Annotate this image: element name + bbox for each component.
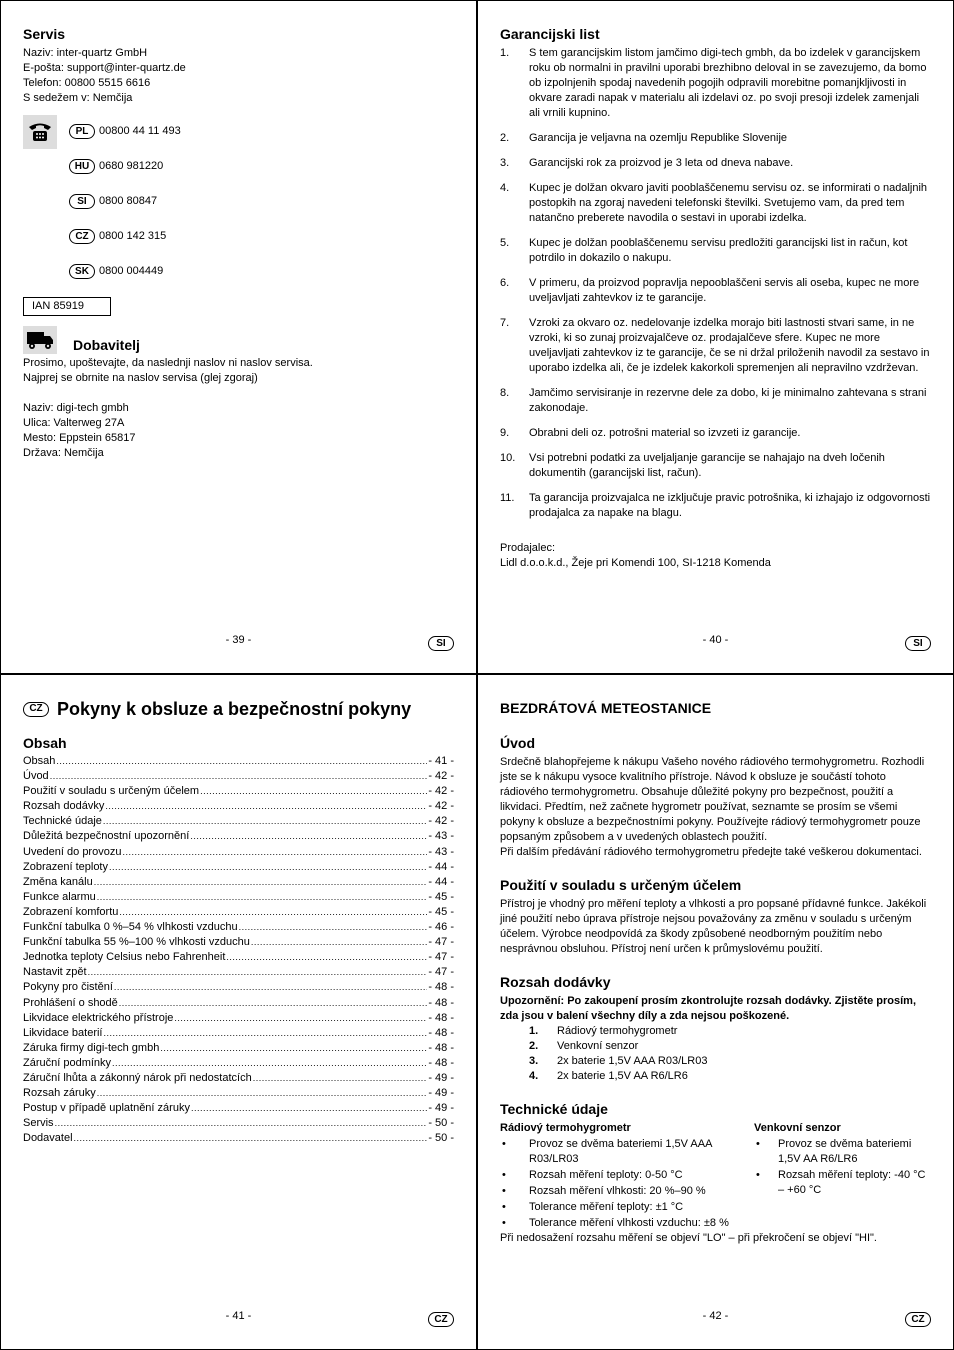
- toc-leader-dots: [253, 1071, 428, 1086]
- toc-row[interactable]: [23, 965, 454, 980]
- phone-number: 0800 004449: [99, 265, 164, 277]
- servis-line: S sedežem v: Nemčija: [23, 92, 133, 104]
- toc-leader-dots: [200, 784, 427, 799]
- product-title: BEZDRÁTOVÁ METEOSTANICE: [500, 700, 712, 716]
- warranty-item: 2. Garancija je veljavna na ozemlju Republike Slovenije: [500, 132, 788, 144]
- toc-row[interactable]: [23, 814, 454, 829]
- intro-text-2: Při dalším předávání rádiového termohygrometru předejte také veškerou dokumentaci.: [500, 846, 922, 858]
- toc-entry-title: Rozsah dodávky: [23, 800, 105, 813]
- page-41: [0, 674, 477, 1350]
- scope-warning: Upozornění: Po zakoupení prosím zkontrolujte rozsah dodávky. Zjistěte prosím, zda jsou v balení všechny díly a zda nejsou poškozené.: [500, 995, 917, 1022]
- warranty-item: 8. Jamčimo servisiranje in rezervne dele za dobo, ki je minimalno zahtevana s strani zakonodaje.: [500, 387, 927, 414]
- servis-line: Naziv: inter-quartz GmbH: [23, 47, 148, 59]
- supplier-heading: Dobavitelj: [73, 337, 140, 353]
- toc-entry-page: - 49 -: [428, 1102, 454, 1115]
- toc-leader-dots: [109, 860, 427, 875]
- page-number: - 40 -: [702, 634, 729, 646]
- supplier-line: Država: Nemčija: [23, 447, 104, 459]
- toc-row[interactable]: [23, 996, 454, 1011]
- toc-entry-title: Pokyny pro čistění: [23, 981, 113, 994]
- toc-entry-page: - 49 -: [428, 1071, 454, 1084]
- toc-entry-page: - 48 -: [428, 1041, 454, 1054]
- toc-row[interactable]: [23, 799, 454, 814]
- toc-leader-dots: [94, 875, 428, 890]
- toc-row[interactable]: [23, 875, 454, 890]
- toc-leader-dots: [239, 920, 428, 935]
- phone-number: 0680 981220: [99, 160, 164, 172]
- scope-item: 4. 2x baterie 1,5V AA R6/LR6: [529, 1070, 688, 1082]
- toc-entry-title: Obsah: [23, 755, 56, 767]
- intro-text: Srdečně blahopřejeme k nákupu Vašeho nového rádiového termohygrometru. Rozhodli jste se k nákupu vysoce kvalitního přístroje. Návod k obsluze je součástí tohoto rádiového termohygrometru. Obsahuje důležité pokyny pro bezpečnost, použití a likvidaci. Předtím, než začnete hygrometr používat, seznamte se prosím se všemi pokyny k obsluze a bezpečnostními pokyny. Používejte rádiový termohygrometr pouze popsaným způsobem a v uvedených oblastech použití.: [500, 756, 925, 843]
- toc-entry-page: - 49 -: [428, 1087, 454, 1100]
- toc-entry-title: Likvidace elektrického přístroje: [23, 1011, 174, 1024]
- toc-leader-dots: [88, 965, 428, 980]
- toc-row[interactable]: [23, 920, 454, 935]
- toc-entry-title: Záruční lhůta a zákonný nárok při nedostatcích: [23, 1071, 252, 1084]
- page-42: [477, 674, 954, 1350]
- toc-entry-page: - 45 -: [428, 890, 454, 903]
- toc-row[interactable]: [23, 980, 454, 995]
- language-badge: SI: [428, 636, 454, 651]
- toc-entry-page: - 45 -: [428, 905, 454, 918]
- language-badge: CZ: [905, 1312, 931, 1327]
- warranty-item: 1. S tem garancijskim listom jamčimo digi-tech gmbh, da bo izdelek v garancijskem roku ob normalni in pravilni uporabi brezhibno deloval in se zavezujemo, da bomo ob izpolnjenih spodaj navedenih pogojih odpravili morebitne pomanjkljivosti in okvare zaradi napak v materialu ali izdelavi oz. po svoji presoji izdelek zamenjali ali vrnili kupnino.: [500, 47, 927, 119]
- toc-entry-title: Použití v souladu s určeným účelem: [23, 785, 200, 798]
- toc-entry-title: Prohlášení o shodě: [23, 996, 118, 1009]
- toc-entry-title: Záruka firmy digi-tech gmbh: [23, 1041, 160, 1054]
- warranty-item: 9. Obrabni deli oz. potrošni material so izvzeti iz garancije.: [500, 427, 801, 439]
- tech-spec-item: • Rozsah měření teploty: -40 °C – +60 °C: [756, 1169, 926, 1196]
- toc-leader-dots: [56, 754, 427, 769]
- toc-entry-title: Úvod: [23, 770, 49, 783]
- toc-entry-title: Zobrazení komfortu: [23, 905, 119, 918]
- toc-entry-title: Funkční tabulka 55 %–100 % vlhkosti vzduchu: [23, 936, 250, 949]
- tech-spec-item: • Rozsah měření teploty: 0-50 °C: [502, 1169, 683, 1181]
- telephone-icon: [23, 115, 57, 149]
- warranty-list: [500, 46, 931, 521]
- toc-leader-dots: [119, 905, 427, 920]
- warranty-item: 3. Garancijski rok za proizvod je 3 leta od dneva nabave.: [500, 157, 794, 169]
- supplier-note: Prosimo, upoštevajte, da naslednji naslov ni naslov servisa.: [23, 357, 313, 369]
- phone-number: 00800 44 11 493: [99, 125, 181, 137]
- toc-leader-dots: [105, 799, 427, 814]
- toc-entry-page: - 47 -: [428, 966, 454, 979]
- toc-entry-page: - 42 -: [428, 785, 454, 798]
- language-badge: CZ: [23, 702, 49, 717]
- tech-sensor-heading: Venkovní senzor: [754, 1122, 841, 1134]
- toc-entry-title: Změna kanálu: [23, 875, 93, 888]
- seller-label: Prodajalec:: [500, 542, 556, 554]
- toc-entry-page: - 46 -: [428, 921, 454, 934]
- toc-entry-page: - 47 -: [428, 951, 454, 964]
- phone-row: [23, 149, 454, 184]
- tech-col-sensor: [754, 1121, 931, 1231]
- toc-entry-page: - 48 -: [428, 981, 454, 994]
- scope-item: 3. 2x baterie 1,5V AAA R03/LR03: [529, 1055, 708, 1067]
- toc-row[interactable]: [23, 1071, 454, 1086]
- ian-code: IAN 85919: [23, 297, 111, 316]
- toc-leader-dots: [97, 890, 428, 905]
- toc-row[interactable]: [23, 935, 454, 950]
- toc-leader-dots: [97, 1086, 428, 1101]
- toc-entry-title: Funkční tabulka 0 %–54 % vlhkosti vzduchu: [23, 921, 238, 934]
- toc-row[interactable]: [23, 905, 454, 920]
- toc-row[interactable]: [23, 769, 454, 784]
- toc-entry-page: - 41 -: [428, 755, 454, 767]
- phone-row: [23, 219, 454, 254]
- supplier-note: Najprej se obrnite na naslov servisa (glej zgoraj): [23, 372, 258, 384]
- toc-entry-page: - 50 -: [428, 1117, 454, 1130]
- toc-entry-title: Důležitá bezpečnostní upozornění: [23, 830, 190, 843]
- scope-item: 2. Venkovní senzor: [529, 1040, 639, 1052]
- toc-entry-title: Servis: [23, 1117, 54, 1130]
- page-40: [477, 0, 954, 674]
- toc-leader-dots: [174, 1011, 427, 1026]
- country-badge: SI: [69, 194, 95, 209]
- supplier-line: Mesto: Eppstein 65817: [23, 432, 136, 444]
- toc-entry-page: - 48 -: [428, 1011, 454, 1024]
- supplier-line: Ulica: Valterweg 27A: [23, 417, 125, 429]
- toc-entry-page: - 50 -: [428, 1132, 454, 1145]
- servis-line: E-pošta: support@inter-quartz.de: [23, 62, 186, 74]
- supplier-header: [23, 326, 454, 354]
- toc-entry-page: - 48 -: [428, 996, 454, 1009]
- toc-entry-title: Nastavit zpět: [23, 966, 87, 979]
- toc-leader-dots: [122, 845, 427, 860]
- toc-entry-title: Uvedení do provozu: [23, 845, 122, 858]
- warranty-item: 6. V primeru, da proizvod popravlja nepooblaščeni servis ali oseba, kupec ne more uveljavljati zahtevkov iz te garancije.: [500, 277, 920, 304]
- toc-entry-page: - 42 -: [428, 815, 454, 828]
- phone-row: [23, 184, 454, 219]
- toc-entry-title: Dodavatel: [23, 1132, 73, 1145]
- phone-number: 0800 80847: [99, 195, 158, 207]
- country-badge: PL: [69, 124, 95, 139]
- page-39: [0, 0, 477, 674]
- toc-entry-page: - 44 -: [428, 875, 454, 888]
- toc-leader-dots: [190, 829, 427, 844]
- toc-row[interactable]: [23, 1086, 454, 1101]
- toc-row[interactable]: [23, 1041, 454, 1056]
- country-badge: HU: [69, 159, 95, 174]
- truck-icon: [23, 326, 57, 354]
- country-badge: SK: [69, 264, 95, 279]
- scope-heading: Rozsah dodávky: [500, 974, 611, 990]
- toc-entry-page: - 42 -: [428, 800, 454, 813]
- scope-item: 1. Rádiový termohygrometr: [529, 1025, 678, 1037]
- warranty-item: 7. Vzroki za okvaro oz. nedelovanje izdelka morajo biti lastnosti stvari same, in ne vzroki, ki so zunaj proizvajalčeve oz. prodajalčeve sfere. Kupec ne more uveljavljati zahtevkov iz te garancije, če se ni držal priloženih navodil za sestavo in uporabo izdelka ali, če je izdelek kakorkoli spremenjen ali nepravilno vzdrževan.: [500, 317, 930, 374]
- seller-block: [500, 541, 931, 571]
- servis-heading: Servis: [23, 26, 66, 42]
- toc-entry-title: Funkce alarmu: [23, 890, 96, 903]
- servis-details: [23, 46, 454, 106]
- toc-entry-page: - 43 -: [428, 830, 454, 843]
- toc-row[interactable]: [23, 845, 454, 860]
- warranty-item: 10. Vsi potrebni podatki za uveljaljanje garancije se nahajajo na dveh ločenih dokumentih (garancijski list, račun).: [500, 452, 885, 479]
- intro-heading: Úvod: [500, 735, 535, 751]
- manual-title: [23, 698, 454, 720]
- toc-entry-title: Rozsah záruky: [23, 1087, 96, 1100]
- tech-col-receiver: [500, 1121, 754, 1231]
- tech-receiver-heading: Rádiový termohygrometr: [500, 1122, 631, 1134]
- servis-line: Telefon: 00800 5515 6616: [23, 77, 151, 89]
- toc-row[interactable]: [23, 860, 454, 875]
- toc-row[interactable]: [23, 754, 454, 769]
- toc-row[interactable]: [23, 1116, 454, 1131]
- warranty-item: 5. Kupec je dolžan pooblaščenemu servisu predložiti garancijski list in račun, kot potrdilo in dokazilo o nakupu.: [500, 237, 908, 264]
- toc-leader-dots: [114, 980, 427, 995]
- language-badge: CZ: [428, 1312, 454, 1327]
- toc-row[interactable]: [23, 890, 454, 905]
- seller-address: Lidl d.o.o.k.d., Žeje pri Komendi 100, SI-1218 Komenda: [500, 557, 771, 569]
- tech-spec-item: • Provoz se dvěma bateriemi 1,5V AA R6/LR6: [756, 1138, 912, 1165]
- toc-leader-dots: [251, 935, 427, 950]
- toc-entry-title: Zobrazení teploty: [23, 860, 108, 873]
- warranty-heading: Garancijski list: [500, 26, 600, 42]
- toc-entry-page: - 48 -: [428, 1056, 454, 1069]
- toc-entry-title: Jednotka teploty Celsius nebo Fahrenheit: [23, 951, 226, 964]
- toc-entry-page: - 42 -: [428, 770, 454, 783]
- scope-list: [529, 1024, 931, 1084]
- toc-row[interactable]: [23, 1056, 454, 1071]
- toc-row[interactable]: [23, 950, 454, 965]
- toc-row[interactable]: [23, 1131, 454, 1146]
- page-number: - 41 -: [225, 1310, 252, 1322]
- toc-row[interactable]: [23, 784, 454, 799]
- country-badge: CZ: [69, 229, 95, 244]
- manual-title-text: Pokyny k obsluze a bezpečnostní pokyny: [57, 699, 412, 719]
- toc-row[interactable]: [23, 1101, 454, 1116]
- language-badge: SI: [905, 636, 931, 651]
- toc-row[interactable]: [23, 1026, 454, 1041]
- page-number: - 42 -: [702, 1310, 729, 1322]
- toc-leader-dots: [112, 1056, 427, 1071]
- page-number: - 39 -: [225, 634, 252, 646]
- toc-row[interactable]: [23, 1011, 454, 1026]
- tech-spec-item: • Rozsah měření vlhkosti: 20 %–90 %: [502, 1185, 706, 1197]
- toc-leader-dots: [55, 1116, 428, 1131]
- use-text: Přístroj je vhodný pro měření teploty a vlhkosti a pro popsané přídavné funkce. Jakékoli jiné použití nebo úprava přístroje nejsou považovány za změnu v souladu s určeným účelem. Výrobce neodpovídá za škody způsobené neodborným použitím nebo nesprávnou obsluhou. Přístroj není určen k průmyslovému použití.: [500, 898, 927, 955]
- toc-leader-dots: [50, 769, 428, 784]
- warranty-item: 11. Ta garancija proizvajalca ne izključuje pravic potrošnika, ki izhajajo iz odgovornosti prodajalca za napake na blagu.: [500, 492, 931, 519]
- toc-row[interactable]: [23, 829, 454, 844]
- toc-entry-page: - 48 -: [428, 1026, 454, 1039]
- toc-leader-dots: [104, 1026, 428, 1041]
- toc-entry-title: Záruční podmínky: [23, 1056, 112, 1069]
- toc-leader-dots: [226, 950, 427, 965]
- phone-number: 0800 142 315: [99, 230, 167, 242]
- tech-spec-item: • Tolerance měření vlhkosti vzduchu: ±8 %: [502, 1217, 729, 1229]
- toc-leader-dots: [74, 1131, 428, 1146]
- toc-entry-title: Likvidace baterií: [23, 1026, 103, 1039]
- use-heading: Použití v souladu s určeným účelem: [500, 877, 742, 893]
- warranty-item: 4. Kupec je dolžan okvaro javiti pooblaščenemu servisu oz. se informirati o nadaljnih postopkih na zgoraj navedeni telefonski številki. Svetujemo vam, da pred tem natančno preberete navodila o sestavi in uporabi izdelka.: [500, 182, 928, 224]
- toc-entry-title: Postup v případě uplatnění záruky: [23, 1102, 190, 1115]
- phone-row: [23, 114, 454, 149]
- supplier-line: Naziv: digi-tech gmbh: [23, 402, 129, 414]
- table-of-contents: [23, 754, 454, 1146]
- phone-row: [23, 254, 454, 289]
- toc-entry-page: - 44 -: [428, 860, 454, 873]
- tech-note: Při nedosažení rozsahu měření se objeví "LO" – při překročení se objeví "HI".: [500, 1232, 877, 1244]
- toc-leader-dots: [160, 1041, 427, 1056]
- toc-heading: Obsah: [23, 735, 67, 751]
- toc-entry-page: - 47 -: [428, 936, 454, 949]
- tech-spec-item: • Provoz se dvěma bateriemi 1,5V AAA R03/LR03: [502, 1138, 712, 1165]
- tech-spec-item: • Tolerance měření teploty: ±1 °C: [502, 1201, 684, 1213]
- supplier-address: [23, 401, 454, 461]
- phone-list: [23, 114, 454, 289]
- toc-entry-page: - 43 -: [428, 845, 454, 858]
- toc-leader-dots: [119, 996, 428, 1011]
- toc-entry-title: Technické údaje: [23, 815, 102, 828]
- toc-leader-dots: [191, 1101, 427, 1116]
- tech-specs: [500, 1121, 931, 1231]
- toc-leader-dots: [103, 814, 427, 829]
- tech-heading: Technické údaje: [500, 1101, 608, 1117]
